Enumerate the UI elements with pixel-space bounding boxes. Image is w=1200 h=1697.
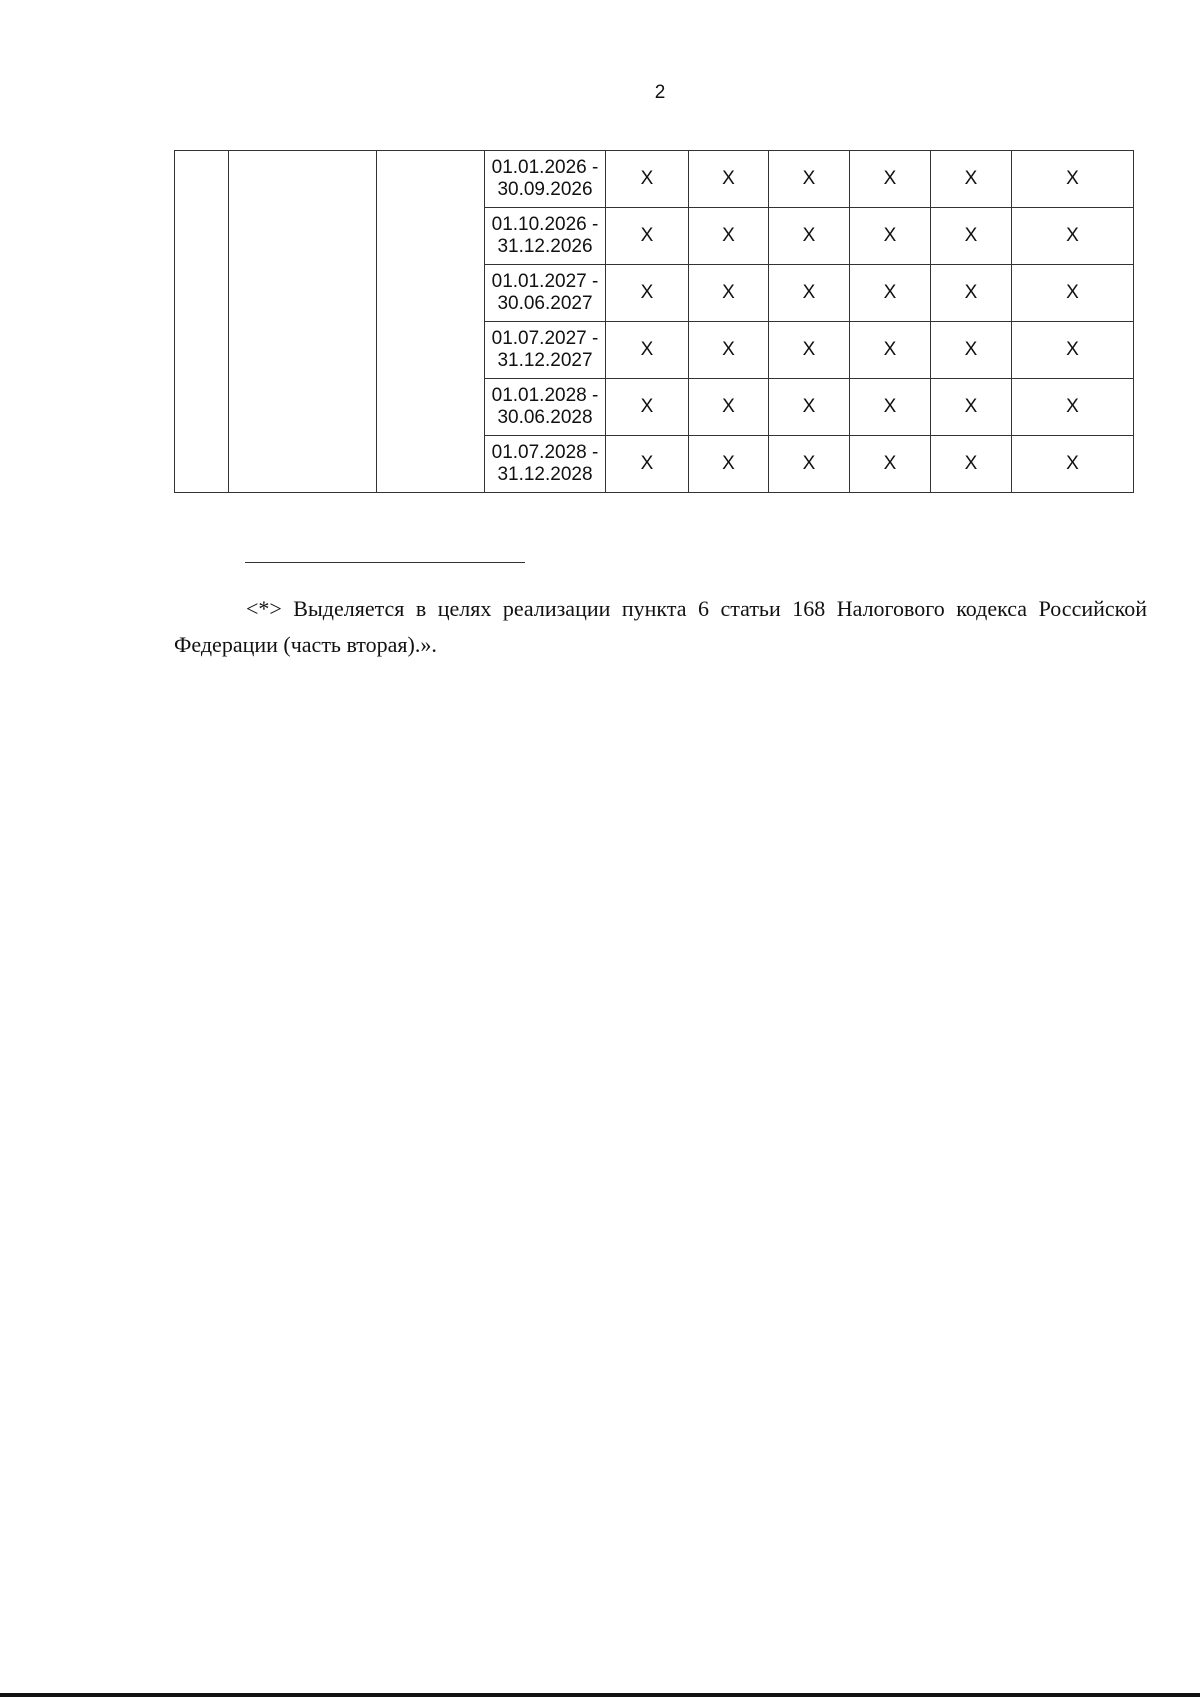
mark-cell: X (1012, 208, 1134, 265)
period-cell (485, 208, 606, 265)
scan-edge-bar (0, 1693, 1200, 1697)
footnote-separator (245, 562, 525, 563)
mark-cell: X (769, 379, 850, 436)
mark-cell: X (931, 436, 1012, 493)
mark-cell: X (1012, 151, 1134, 208)
mark-cell: X (850, 265, 931, 322)
mark-cell: X (769, 436, 850, 493)
mark-cell: X (689, 265, 769, 322)
mark-cell: X (1012, 379, 1134, 436)
mark-cell: X (1012, 265, 1134, 322)
mark-cell: X (769, 151, 850, 208)
period-start: 01.01.2028 - (491, 385, 599, 406)
mark-cell: X (606, 379, 689, 436)
mark-cell: X (931, 322, 1012, 379)
empty-cell-col3 (377, 151, 485, 493)
table-row (175, 151, 1134, 208)
mark-cell: X (1012, 436, 1134, 493)
mark-cell: X (850, 322, 931, 379)
period-start: 01.01.2026 - (491, 157, 599, 178)
period-end: 30.06.2027 (497, 293, 593, 314)
period-cell (485, 379, 606, 436)
period-start: 01.07.2028 - (491, 442, 599, 463)
mark-cell: X (606, 436, 689, 493)
mark-cell: X (931, 151, 1012, 208)
mark-cell: X (850, 151, 931, 208)
mark-cell: X (850, 436, 931, 493)
mark-cell: X (931, 208, 1012, 265)
mark-cell: X (931, 265, 1012, 322)
period-end: 31.12.2027 (497, 350, 593, 371)
period-end: 31.12.2026 (497, 236, 593, 257)
period-start: 01.07.2027 - (491, 328, 599, 349)
mark-cell: X (606, 322, 689, 379)
mark-cell: X (606, 151, 689, 208)
mark-cell: X (606, 265, 689, 322)
period-end: 31.12.2028 (497, 464, 593, 485)
mark-cell: X (850, 208, 931, 265)
mark-cell: X (689, 322, 769, 379)
empty-cell-col2 (229, 151, 377, 493)
mark-cell: X (606, 208, 689, 265)
period-cell (485, 436, 606, 493)
period-end: 30.06.2028 (497, 407, 593, 428)
mark-cell: X (689, 436, 769, 493)
period-cell (485, 151, 606, 208)
period-start: 01.10.2026 - (491, 214, 599, 235)
allocation-table (174, 150, 1134, 493)
mark-cell: X (769, 208, 850, 265)
period-cell (485, 265, 606, 322)
mark-cell: X (850, 379, 931, 436)
empty-cell-col1 (175, 151, 229, 493)
mark-cell: X (769, 265, 850, 322)
period-cell (485, 322, 606, 379)
period-start: 01.01.2027 - (491, 271, 599, 292)
footnote-text: <*> Выделяется в целях реализации пункта 6 статьи 168 Налогового кодекса Российской Федерации (часть вторая).». (174, 596, 1147, 657)
mark-cell: X (689, 208, 769, 265)
page-number: 2 (654, 82, 666, 103)
mark-cell: X (931, 379, 1012, 436)
mark-cell: X (689, 151, 769, 208)
period-end: 30.09.2026 (497, 179, 593, 200)
mark-cell: X (689, 379, 769, 436)
mark-cell: X (769, 322, 850, 379)
mark-cell: X (1012, 322, 1134, 379)
